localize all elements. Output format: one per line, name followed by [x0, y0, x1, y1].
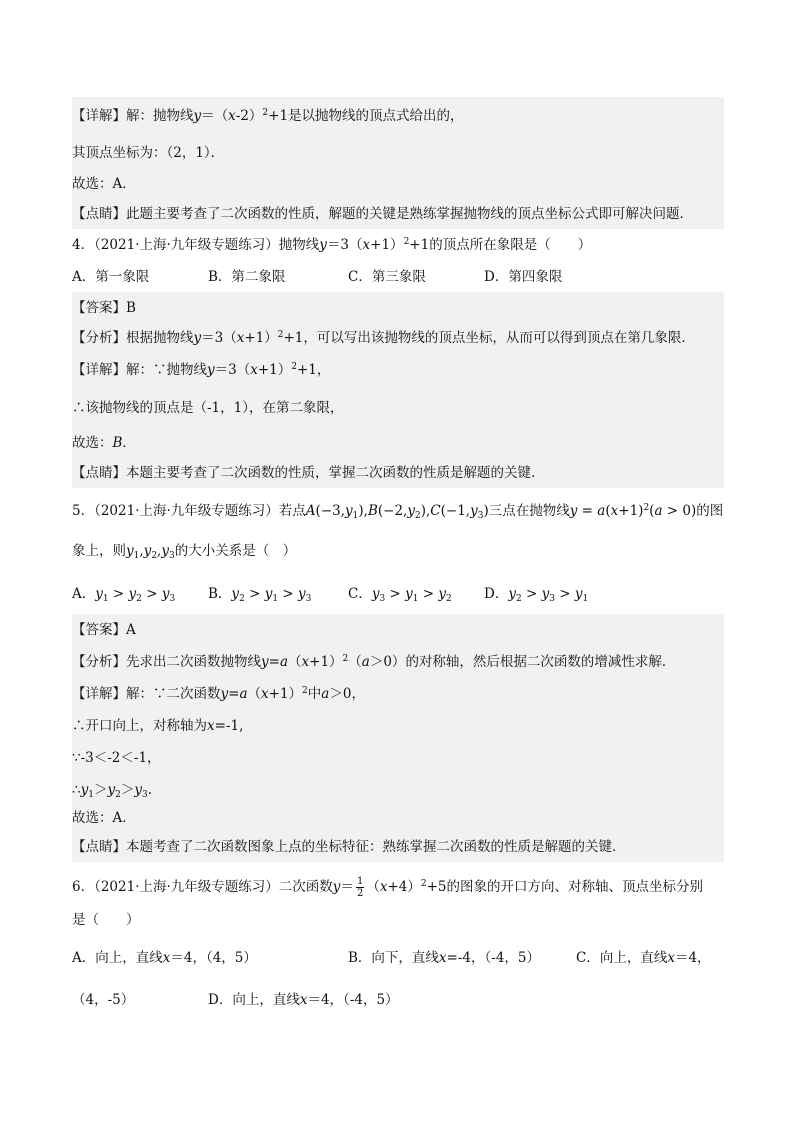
q4-answer-line: 【答案】B — [72, 292, 724, 322]
q5-option-c: C．$y_3 > y_1 > y_2$ — [348, 586, 452, 604]
q4-option-d: D．第四象限 — [484, 269, 563, 285]
q6-option-d: D．向上，直线x＝4，（-4，5） — [208, 992, 399, 1008]
answer-tag: 【答案】 — [72, 622, 126, 638]
q4-answer-choice-line: 故选：B． — [72, 426, 724, 458]
q5-option-b: B．$y_2 > y_1 > y_3$ — [208, 586, 312, 604]
q6-stem-line1: 6．（2021·上海·九年级专题练习）二次函数y＝ $\frac{1}{2}$ $(x+4)^2+5$的图象的开口方向、对称轴、顶点坐标分别 — [72, 876, 703, 899]
q3-comment-line: 【点睛】此题主要考查了二次函数的性质，解题的关键是熟练掌握抛物线的顶点坐标公式即可解决问题． — [72, 199, 724, 229]
q5-option-a: A．$y_1 > y_2 > y_3$ — [72, 586, 176, 604]
detail-tag: 【详解】 — [72, 362, 126, 378]
analysis-tag: 【分析】 — [72, 654, 126, 670]
q4-analysis-line: 【分析】根据抛物线$y=3(x+1)^2+1$，可以写出该抛物线的顶点坐标，从而可以得到顶点在第几象限． — [72, 322, 724, 354]
q5-stem-line1: 5．（2021·上海·九年级专题练习）若点$A(-3,y_1),B(-2,y_2),C(-1,y_3)$三点在抛物线$y = a(x+1)^2(a > 0)$的图 — [72, 503, 724, 521]
comment-tag: 【点睛】 — [72, 206, 126, 222]
q4-comment-line: 【点睛】本题主要考查了二次函数的性质，掌握二次函数的性质是解题的关键. — [72, 458, 724, 488]
q5-compare-line: ∵-3＜-2＜-1， — [72, 742, 724, 774]
q5-analysis-line: 【分析】先求出二次函数抛物线$y=a(x+1)^2(a>0)$的对称轴，然后根据二次函数的增减性求解． — [72, 646, 724, 678]
q5-comment-line: 【点睛】本题考查了二次函数图象上点的坐标特征：熟练掌握二次函数的性质是解题的关键． — [72, 832, 724, 862]
q6-option-b: B．向下，直线x=-4，（-4，5） — [348, 950, 541, 966]
fraction-one-half: $\frac{1}{2}$ — [356, 876, 364, 899]
q4-vertex-line: ∴该抛物线的顶点是（-1，1），在第二象限， — [72, 388, 724, 426]
q5-option-d: D．$y_2 > y_3 > y_1$ — [484, 586, 589, 604]
q6-option-c: C．向上，直线x＝4， — [576, 950, 711, 966]
q4-option-c: C．第三象限 — [348, 269, 426, 285]
q4-options — [72, 267, 724, 287]
q3-vertex-line: 其顶点坐标为：（2，1）． — [72, 137, 724, 169]
q5-stem-line2: 象上，则$y_1,y_2,y_3$的大小关系是（ ） — [72, 543, 297, 561]
q6-options-line1 — [72, 948, 724, 968]
q5-answer-line: 【答案】A — [72, 614, 724, 646]
q5-result-line: $\therefore y_1>y_2>y_3$. — [72, 774, 724, 804]
detail-tag: 【详解】 — [72, 686, 126, 702]
comment-tag: 【点睛】 — [72, 465, 126, 481]
q6-options-line2 — [72, 990, 724, 1010]
q5-options — [72, 584, 724, 604]
analysis-tag: 【分析】 — [72, 330, 126, 346]
q6-option-c-point: （4，-5） — [72, 992, 135, 1008]
q5-detail-line: 【详解】解：∵二次函数$y=a(x+1)^2$中a＞0， — [72, 678, 724, 710]
q4-option-a: A．第一象限 — [72, 269, 150, 285]
q5-answer-choice-line: 故选：A． — [72, 804, 724, 832]
q3-detail-line: 【详解】解：抛物线$y=(x-2)^2+1$是以抛物线的顶点式给出的， — [72, 97, 724, 137]
comment-tag: 【点睛】 — [72, 839, 126, 855]
q6-stem-line2: 是（ ） — [72, 912, 140, 928]
q3-answer-line: 故选：A． — [72, 169, 724, 199]
answer-tag: 【答案】 — [72, 300, 126, 316]
q4-detail-line: 【详解】解：∵抛物线$y=3(x+1)^2+1$， — [72, 354, 724, 388]
detail-tag: 【详解】 — [72, 108, 126, 124]
q5-open-line: ∴开口向上，对称轴为x=-1, — [72, 710, 724, 742]
q6-option-a: A．向上，直线x＝4，（4，5） — [72, 950, 257, 966]
q4-option-b: B．第二象限 — [208, 269, 286, 285]
q4-stem: 4．（2021·上海·九年级专题练习）抛物线$y=3(x+1)^2+1$的顶点所在象限是（ ） — [72, 237, 592, 253]
